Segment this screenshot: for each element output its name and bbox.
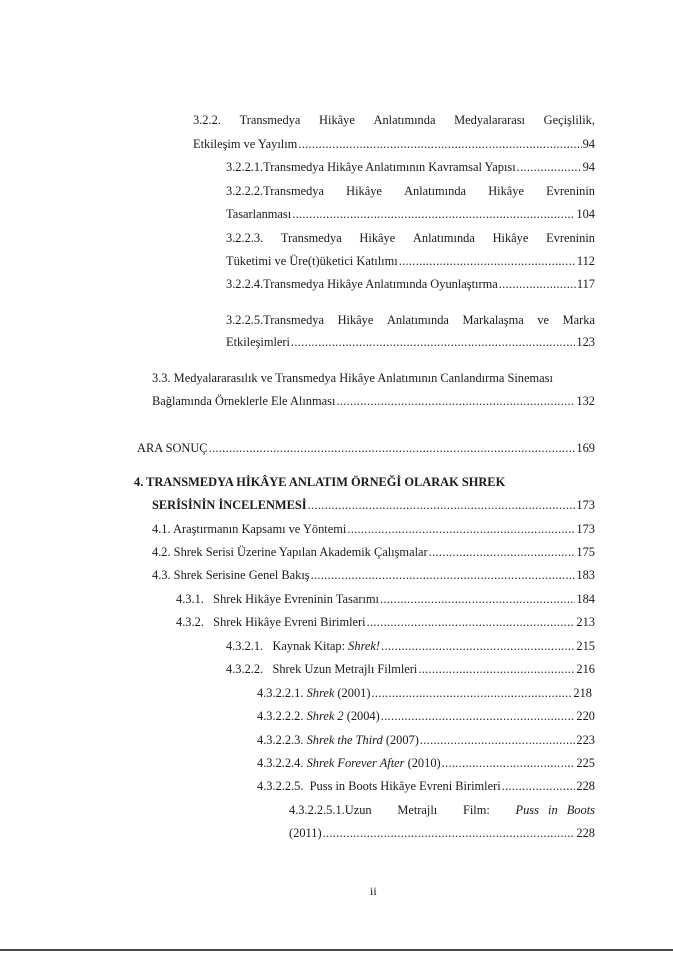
- toc-entry-4-3-2[interactable]: 4.3.2. Shrek Hikâye Evreni Birimleri ..... 213: [176, 614, 595, 630]
- toc-entry-4-line1[interactable]: 4. TRANSMEDYA HİKÂYE ANLATIM ÖRNEĞİ OLARAK SHREK: [134, 475, 506, 489]
- page-ref: 216: [576, 662, 595, 676]
- toc-entry-3-2-2-3-line2[interactable]: Tüketimi ve Üre(t)üketici Katılımı ..... 112: [226, 253, 595, 269]
- leader-dots: [367, 614, 576, 630]
- page-ref: 94: [582, 160, 595, 174]
- toc-entry-3-2-2-3-line1[interactable]: 3.2.2.3. Transmedya Hikâye Anlatımında Hikâye Evreninin: [226, 231, 595, 245]
- toc-entry-4-3-2-2-2[interactable]: 4.3.2.2.2. Shrek 2 (2004) ..... 220: [257, 708, 595, 724]
- leader-dots: [291, 334, 575, 350]
- leader-dots: [381, 708, 576, 724]
- page-ref: 223: [576, 733, 595, 747]
- toc-entry-4-3-2-2[interactable]: 4.3.2.2. Shrek Uzun Metrajlı Filmleri ..... 216: [226, 661, 595, 677]
- toc-entry-4-1[interactable]: 4.1. Araştırmanın Kapsamı ve Yöntemi ..... 173: [152, 521, 595, 537]
- toc-entry-3-2-2-5-line1[interactable]: 3.2.2.5.Transmedya Hikâye Anlatımında Markalaşma ve Marka: [226, 313, 595, 327]
- leader-dots: [336, 393, 575, 409]
- toc-entry-3-2-2-1[interactable]: 3.2.2.1.Transmedya Hikâye Anlatımının Kavramsal Yapısı ..... 94: [226, 159, 595, 175]
- toc-entry-4-3-2-2-5[interactable]: 4.3.2.2.5. Puss in Boots Hikâye Evreni Birimleri ..... 228: [257, 778, 595, 794]
- page-ref: 215: [576, 639, 595, 653]
- page-ref: 173: [576, 522, 595, 536]
- leader-dots: [499, 276, 576, 292]
- page-ref: 175: [576, 545, 595, 559]
- page-ref: 123: [576, 335, 595, 349]
- page-ref: 228: [576, 826, 595, 840]
- page-ref: 117: [576, 277, 595, 291]
- toc-entry-4-3-2-2-3[interactable]: 4.3.2.2.3. Shrek the Third (2007) ..... 223: [257, 732, 595, 748]
- leader-dots: [399, 253, 576, 269]
- toc-entry-3-3-line1[interactable]: 3.3. Medyalararasılık ve Transmedya Hikâye Anlatımının Canlandırma Sineması: [152, 371, 553, 385]
- leader-dots: [209, 440, 576, 456]
- leader-dots: [298, 136, 581, 152]
- toc-entry-4-3-2-2-4[interactable]: 4.3.2.2.4. Shrek Forever After (2010) ..... 225: [257, 755, 595, 771]
- leader-dots: [381, 638, 575, 654]
- leader-dots: [517, 159, 582, 175]
- page-ref: 183: [576, 568, 595, 582]
- page-ref: 173: [576, 498, 595, 512]
- toc-entry-4-3-2-1[interactable]: 4.3.2.1. Kaynak Kitap: Shrek! ..... 215: [226, 638, 595, 654]
- toc-entry-4-3-2-2-5-1-line1[interactable]: 4.3.2.2.5.1.Uzun Metrajlı Film: Puss in Boots: [289, 803, 595, 817]
- toc-entry-4-2[interactable]: 4.2. Shrek Serisi Üzerine Yapılan Akademik Çalışmalar ..... 175: [152, 544, 595, 560]
- leader-dots: [371, 685, 572, 701]
- leader-dots: [442, 755, 576, 771]
- page-ref: 225: [576, 756, 595, 770]
- toc-entry-3-2-2-4[interactable]: 3.2.2.4.Transmedya Hikâye Anlatımında Oyunlaştırma ..... 117: [226, 276, 595, 292]
- leader-dots: [380, 591, 575, 607]
- toc-entry-ara-sonuc[interactable]: ARA SONUÇ ..... 169: [137, 440, 595, 456]
- leader-dots: [418, 661, 575, 677]
- page-ref: 220: [576, 709, 595, 723]
- toc-entry-4-3-2-2-5-1-line2[interactable]: (2011) ..... 228: [289, 825, 595, 841]
- page-ref: 94: [582, 137, 595, 151]
- leader-dots: [420, 732, 576, 748]
- page-ref: 213: [576, 615, 595, 629]
- bottom-divider: [0, 949, 673, 951]
- leader-dots: [292, 206, 575, 222]
- toc-entry-3-2-2-5-line2[interactable]: Etkileşimleri ..... 123: [226, 334, 595, 350]
- toc-entry-3-3-line2[interactable]: Bağlamında Örneklerle Ele Alınması ..... 132: [152, 393, 595, 409]
- page-ref: 104: [576, 207, 595, 221]
- toc-entry-3-2-2-2-line1[interactable]: 3.2.2.2.Transmedya Hikâye Anlatımında Hikâye Evreninin: [226, 184, 595, 198]
- leader-dots: [311, 567, 576, 583]
- toc-entry-4-3-2-2-1[interactable]: 4.3.2.2.1. Shrek (2001) ..... 218: [257, 685, 592, 701]
- leader-dots: [323, 825, 576, 841]
- toc-entry-4-3-1[interactable]: 4.3.1. Shrek Hikâye Evreninin Tasarımı ..... 184: [176, 591, 595, 607]
- page-ref: 218: [573, 686, 592, 700]
- toc-entry-3-2-2-line1[interactable]: 3.2.2. Transmedya Hikâye Anlatımında Medyalararası Geçişlilik,: [193, 113, 595, 127]
- toc-entry-4-line2[interactable]: SERİSİNİN İNCELENMESİ ..... 173: [152, 497, 595, 513]
- toc-entry-4-3[interactable]: 4.3. Shrek Serisine Genel Bakış ..... 183: [152, 567, 595, 583]
- page-ref: 184: [576, 592, 595, 606]
- page-ref: 228: [576, 779, 595, 793]
- page-number: ii: [370, 884, 377, 898]
- page-ref: 169: [576, 441, 595, 455]
- page-ref: 112: [576, 254, 595, 268]
- toc-entry-3-2-2-line2[interactable]: Etkileşim ve Yayılım ..... 94: [193, 136, 595, 152]
- toc-entry-3-2-2-2-line2[interactable]: Tasarlanması ..... 104: [226, 206, 595, 222]
- leader-dots: [429, 544, 576, 560]
- leader-dots: [347, 521, 575, 537]
- page-ref: 132: [576, 394, 595, 408]
- leader-dots: [308, 497, 576, 513]
- leader-dots: [502, 778, 576, 794]
